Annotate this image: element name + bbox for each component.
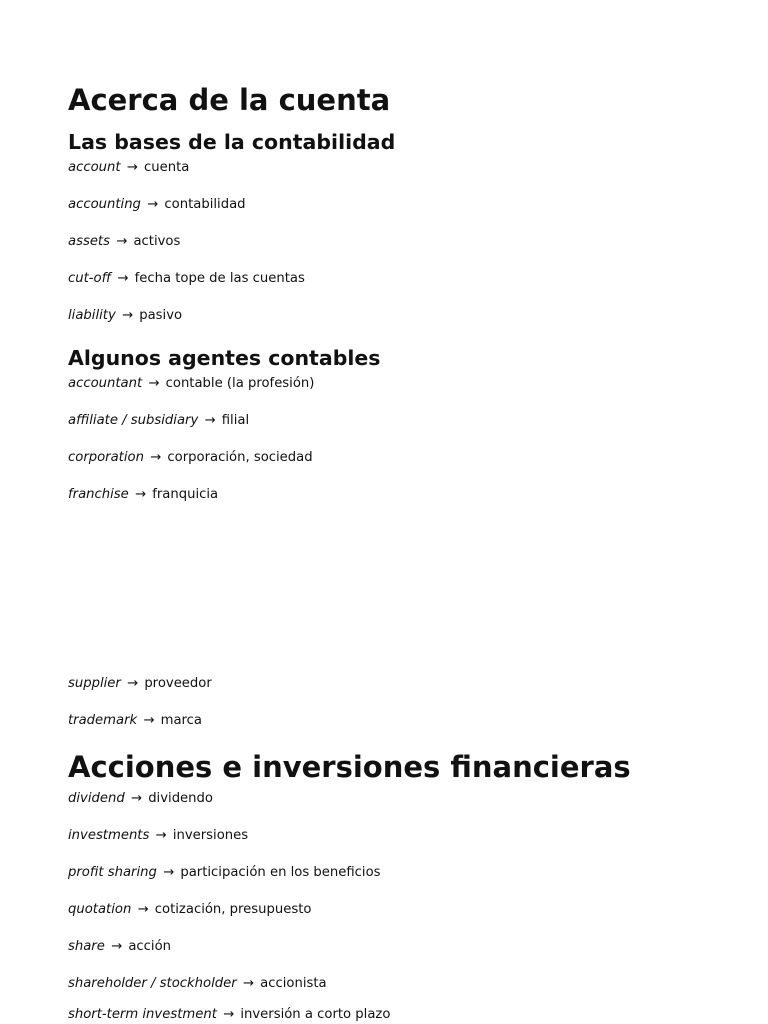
arrow-icon: → (163, 865, 175, 880)
term-translation: cotización, presupuesto (154, 902, 312, 917)
glossary-entry (68, 938, 171, 956)
term-translation: franquicia (152, 487, 219, 502)
arrow-icon: → (242, 976, 254, 991)
arrow-icon: → (143, 713, 155, 728)
term-english: corporation (68, 450, 144, 465)
arrow-icon: → (117, 271, 129, 286)
glossary-entry (68, 827, 248, 845)
section-title-acciones-inversiones: Acciones e inversiones financieras (68, 750, 631, 784)
glossary-entry (68, 712, 202, 730)
term-translation: participación en los beneficios (180, 865, 381, 880)
term-english: accounting (68, 197, 141, 212)
arrow-icon: → (204, 413, 216, 428)
glossary-entry (68, 864, 381, 882)
arrow-icon: → (121, 308, 134, 323)
arrow-icon: → (116, 234, 128, 249)
glossary-entry (68, 375, 314, 393)
term-english: franchise (68, 487, 129, 502)
term-english: dividend (68, 791, 125, 806)
term-translation: contabilidad (164, 197, 246, 212)
section-title-acerca-de-la-cuenta: Acerca de la cuenta (68, 83, 391, 117)
term-translation: dividendo (148, 791, 213, 806)
glossary-entry (68, 975, 327, 993)
term-english: supplier (68, 676, 121, 691)
glossary-entry (68, 196, 246, 214)
glossary-entry (68, 675, 212, 693)
term-english: profit sharing (68, 865, 157, 880)
term-english: shareholder / stockholder (68, 976, 237, 991)
arrow-icon: → (148, 376, 160, 391)
arrow-icon: → (111, 939, 123, 954)
glossary-entry (68, 1006, 390, 1024)
term-translation: fecha tope de las cuentas (134, 271, 305, 286)
term-english: trademark (68, 713, 138, 728)
term-translation: marca (160, 713, 203, 728)
term-translation: corporación, sociedad (167, 450, 313, 465)
glossary-entry (68, 901, 311, 919)
glossary-entry (68, 449, 313, 467)
glossary-entry (68, 790, 213, 808)
term-translation: activos (133, 234, 181, 249)
arrow-icon: → (126, 160, 138, 175)
arrow-icon: → (147, 197, 159, 212)
glossary-entry (68, 486, 218, 504)
arrow-icon: → (223, 1007, 235, 1022)
term-translation: contable (la profesión) (165, 376, 315, 391)
term-english: affiliate / subsidiary (68, 413, 199, 428)
arrow-icon: → (155, 828, 167, 843)
term-translation: inversiones (172, 828, 249, 843)
term-translation: accionista (260, 976, 327, 991)
term-translation: proveedor (144, 676, 212, 691)
term-english: assets (68, 234, 110, 249)
arrow-icon: → (130, 791, 142, 806)
term-english: short-term investment (68, 1007, 217, 1022)
term-english: cut-off (68, 271, 112, 286)
term-translation: acción (128, 939, 172, 954)
term-english: accountant (68, 376, 143, 391)
subsection-title-agentes-contables: Algunos agentes contables (68, 346, 381, 370)
arrow-icon: → (127, 676, 139, 691)
term-translation: filial (221, 413, 250, 428)
glossary-entry (68, 307, 182, 325)
term-english: investments (68, 828, 150, 843)
subsection-title-bases-contabilidad: Las bases de la contabilidad (68, 130, 396, 154)
term-translation: inversión a corto plazo (240, 1007, 391, 1022)
arrow-icon: → (137, 902, 149, 917)
arrow-icon: → (134, 487, 147, 502)
glossary-entry (68, 159, 189, 177)
term-english: liability (68, 308, 116, 323)
term-translation: pasivo (139, 308, 183, 323)
glossary-entry (68, 270, 305, 288)
term-english: share (68, 939, 105, 954)
term-english: account (68, 160, 121, 175)
glossary-entry (68, 233, 180, 251)
glossary-entry (68, 412, 249, 430)
term-english: quotation (68, 902, 132, 917)
arrow-icon: → (150, 450, 162, 465)
term-translation: cuenta (144, 160, 190, 175)
